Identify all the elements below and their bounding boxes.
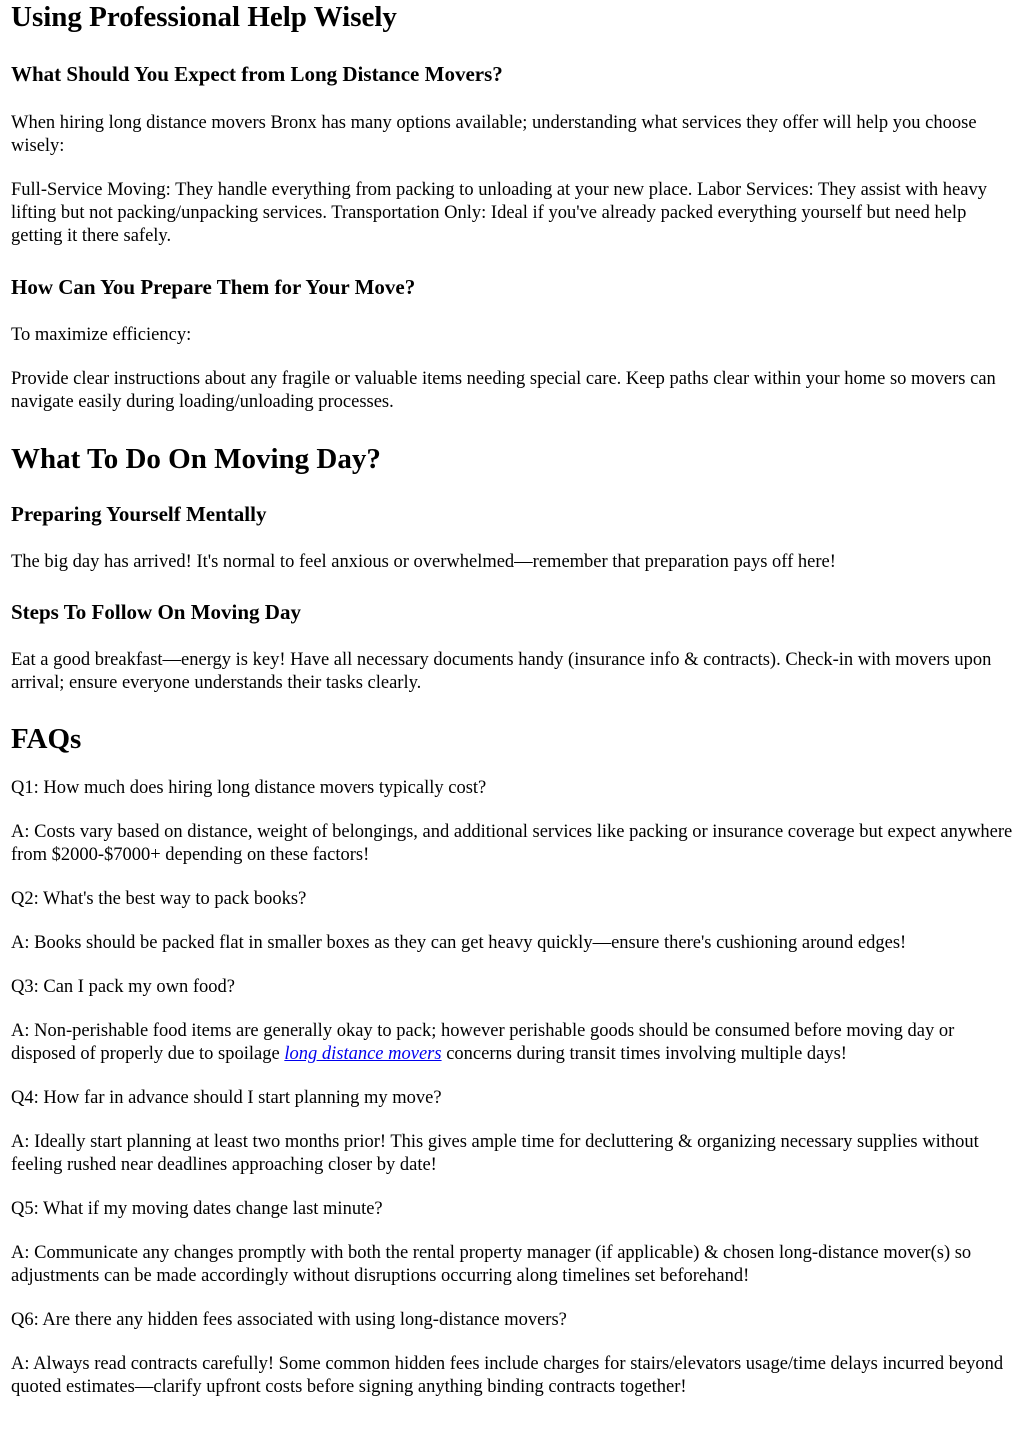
faq-answer-3-text-before: A: Non-perishable food items are generally okay to pack; however perishable goods should be consumed before moving day or disposed of properly due to spoilage xyxy=(11,1021,955,1064)
paragraph-prepare-intro: To maximize efficiency: xyxy=(11,325,192,345)
heading-prepare-movers: How Can You Prepare Them for Your Move? xyxy=(11,275,416,299)
faq-question-2: Q2: What's the best way to pack books? xyxy=(11,889,307,909)
faq-answer-3 xyxy=(11,1020,1013,1066)
paragraph-preparing-mentally: The big day has arrived! It's normal to feel anxious or overwhelmed—remember that preparation pays off here! xyxy=(11,552,836,572)
faq-question-6: Q6: Are there any hidden fees associated with using long-distance movers? xyxy=(11,1310,567,1330)
paragraph-services-list: Full-Service Moving: They handle everything from packing to unloading at your new place. Labor Services: They assist with heavy lifting but not packing/unpacking services. Transportation Only: Ideal if you've already packed everything yourself but need help getting it there safely. xyxy=(11,180,987,246)
section-title-faqs: FAQs xyxy=(11,723,82,755)
faq-answer-5: A: Communicate any changes promptly with both the rental property manager (if applicable) & chosen long-distance mover(s) so adjustments can be made accordingly without disruptions occurring along timelines set beforehand! xyxy=(11,1243,972,1286)
long-distance-movers-link[interactable]: long distance movers xyxy=(284,1044,442,1064)
paragraph-expect-intro: When hiring long distance movers Bronx has many options available; understanding what services they offer will help you choose wisely: xyxy=(11,113,977,156)
faq-answer-2: A: Books should be packed flat in smaller boxes as they can get heavy quickly—ensure there's cushioning around edges! xyxy=(11,933,907,953)
faq-answer-6: A: Always read contracts carefully! Some common hidden fees include charges for stairs/elevators usage/time delays incurred beyond quoted estimates—clarify upfront costs before signing anything binding contracts together! xyxy=(11,1354,1004,1397)
faq-question-1: Q1: How much does hiring long distance movers typically cost? xyxy=(11,778,487,798)
section-title-moving-day: What To Do On Moving Day? xyxy=(11,443,381,475)
heading-preparing-mentally: Preparing Yourself Mentally xyxy=(11,502,267,526)
faq-question-3: Q3: Can I pack my own food? xyxy=(11,977,236,997)
section-title-professional-help: Using Professional Help Wisely xyxy=(11,1,397,33)
faq-answer-4: A: Ideally start planning at least two months prior! This gives ample time for decluttering & organizing necessary supplies without feeling rushed near deadlines approaching closer by date! xyxy=(11,1132,979,1175)
heading-expect-movers: What Should You Expect from Long Distance Movers? xyxy=(11,62,503,86)
heading-steps-moving-day: Steps To Follow On Moving Day xyxy=(11,600,301,624)
faq-answer-1: A: Costs vary based on distance, weight of belongings, and additional services like packing or insurance coverage but expect anywhere from $2000-$7000+ depending on these factors! xyxy=(11,822,1013,865)
paragraph-prepare-tips: Provide clear instructions about any fragile or valuable items needing special care. Keep paths clear within your home so movers can navigate easily during loading/unloading processes. xyxy=(11,369,996,412)
faq-question-4: Q4: How far in advance should I start planning my move? xyxy=(11,1088,442,1108)
faq-answer-3-text-after: concerns during transit times involving multiple days! xyxy=(441,1044,847,1064)
faq-question-5: Q5: What if my moving dates change last minute? xyxy=(11,1199,383,1219)
paragraph-steps-moving-day: Eat a good breakfast—energy is key! Have all necessary documents handy (insurance info & contracts). Check-in with movers upon arrival; ensure everyone understands their tasks clearly. xyxy=(11,650,992,693)
